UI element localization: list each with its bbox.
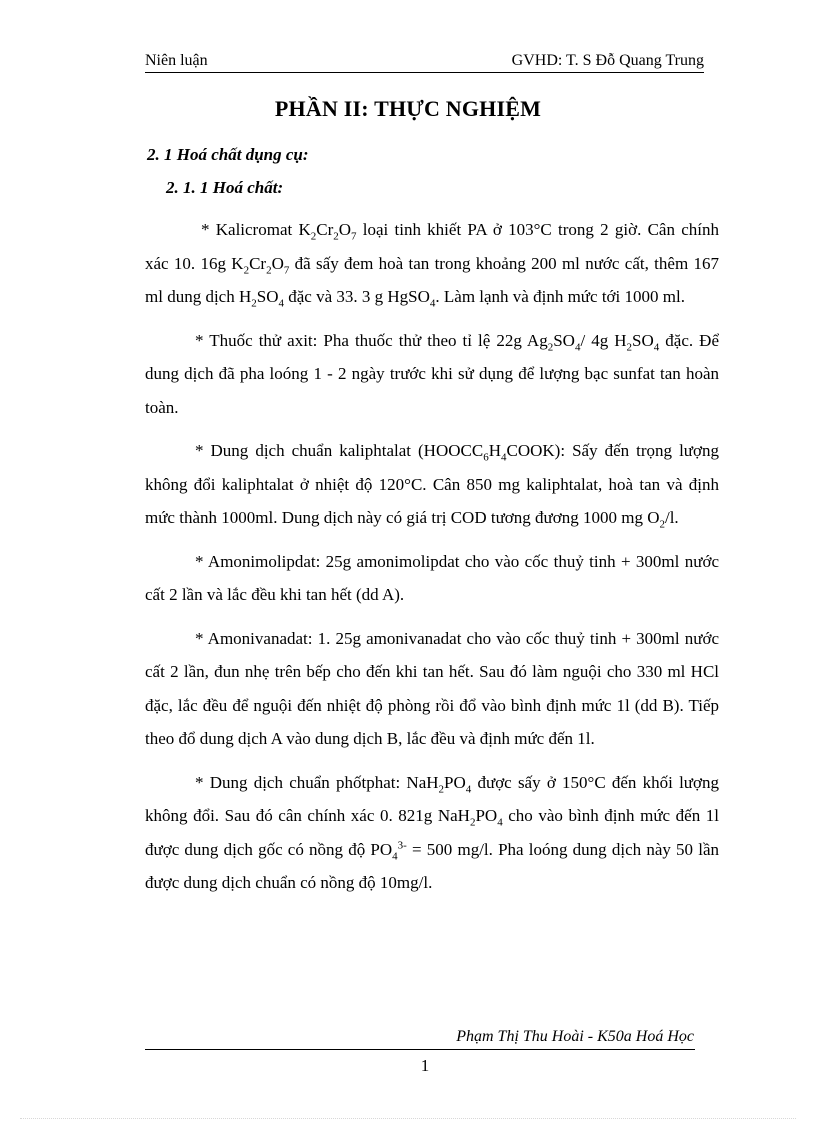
paragraph-thuoc-thu-axit: * Thuốc thử axit: Pha thuốc thử theo tỉ lệ 22g $Ag_2SO_4/$ 4g $H_2SO_4$ đặc. Để dung dịch đã pha loóng 1 - 2 ngày trước khi sử dụng để lượng bạc sunfat tan hoàn toàn. [145,330,720,417]
document-body [145,213,719,910]
section-heading: 2. 1 Hoá chất dụng cụ: [147,145,309,164]
subsection-heading: 2. 1. 1 Hoá chất: [166,178,284,197]
page-header [145,52,704,73]
paragraph-phosphate-standard: * Dung dịch chuẩn phốtphat: $NaH_2PO_4$ được sấy ở 150°C đến khối lượng không đổi. Sau đó cân chính xác 0. 821g $NaH_2PO_4$ cho vào bình định mức đến 1l được dung dịch gốc có nồng độ $PO_4^{3-} = 500$ mg/l. Pha loóng dung dịch này 50 lần được dung dịch chuẩn có nồng độ 10mg/l. [145,772,720,892]
paragraph-kaliphtalat: * Dung dịch chuẩn kaliphtalat $(HOOCC_6H_4COOK)$: Sấy đến trọng lượng không đổi kaliphtalat ở nhiệt độ 120°C. Cân 850 mg kaliphtalat, hoà tan và định mức thành 1000ml. Dung dịch này có giá trị COD tương đương 1000 mg $O_2/l$. [145,441,719,531]
page-bottom-border [20,1118,796,1119]
page-number: 1 [420,1056,430,1075]
footer-divider [145,1049,695,1050]
footer-author: Phạm Thị Thu Hoài - K50a Hoá Học [456,1028,694,1045]
header-left-text: Niên luận [145,52,208,69]
page-title: PHẦN II: THỰC NGHIỆM [274,96,542,121]
header-right-text: GVHD: T. S Đỗ Quang Trung [511,52,704,69]
paragraph-amonimolipdat: * Amonimolipdat: 25g amonimolipdat cho vào cốc thuỷ tinh + 300ml nước cất 2 lần và lắc đều khi tan hết (dd A). [145,551,719,604]
paragraph-amonivanadat: * Amonivanadat: 1. 25g amonivanadat cho vào cốc thuỷ tinh + 300ml nước cất 2 lần, đun nhẹ trên bếp cho đến khi tan hết. Sau đó làm nguội cho 330 ml HCl đặc, lắc đều để nguội đến nhiệt độ phòng rồi đổ vào bình định mức 1l (dd B). Tiếp theo đổ dung dịch A vào dung dịch B, lắc đều và định mức đến 1l. [145,628,719,748]
paragraph-kalicromat: * Kalicromat $K_2Cr_2O_7$ loại tinh khiết PA ở 103°C trong 2 giờ. Cân chính xác 10. 16g $K_2Cr_2O_7$ đã sấy đem hoà tan trong khoảng 200 ml nước cất, thêm 167 ml dung dịch $H_2SO_4$ đặc và 33. 3 g HgSO$_4$. Làm lạnh và định mức tới 1000 ml. [145,220,719,310]
